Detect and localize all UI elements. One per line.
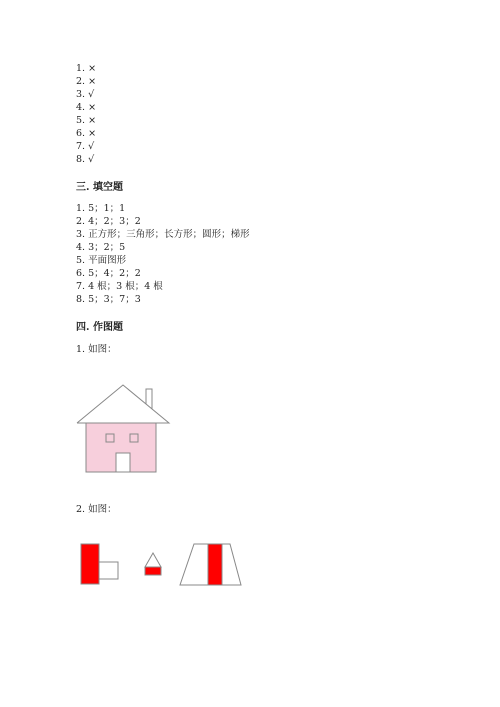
judge-answer-7: 7. √ <box>76 141 95 152</box>
fill-answer-2: 2. 4；2；3；2 <box>76 216 141 227</box>
judge-answer-2: 2. × <box>76 76 97 87</box>
triangle-top <box>145 553 161 567</box>
section-title-fill: 三. 填空题 <box>76 182 123 193</box>
red-triangle-base <box>145 567 161 575</box>
fill-answer-4: 4. 3；2；5 <box>76 242 126 253</box>
judge-answer-8: 8. √ <box>76 154 95 165</box>
section-title-draw: 四. 作图题 <box>76 322 123 333</box>
house-roof <box>77 385 169 423</box>
white-square <box>99 562 118 579</box>
shapes-figure-1 <box>80 543 120 585</box>
house-door <box>116 453 130 472</box>
house-roof-cover <box>147 410 151 412</box>
judge-answer-6: 6. × <box>76 128 97 139</box>
fill-answer-5: 5. 平面图形 <box>76 255 127 266</box>
fill-answer-8: 8. 5；3；7；3 <box>76 294 141 305</box>
fill-answer-1: 1. 5；1；1 <box>76 203 126 214</box>
draw-q2-label: 2. 如图： <box>76 504 117 515</box>
judge-answer-1: 1. × <box>76 63 97 74</box>
draw-q1-label: 1. 如图： <box>76 344 117 355</box>
judge-answer-4: 4. × <box>76 102 97 113</box>
shapes-figure-3 <box>178 543 244 587</box>
fill-answer-6: 6. 5；4；2；2 <box>76 268 141 279</box>
fill-answer-3: 3. 正方形；三角形；长方形；圆形；梯形 <box>76 229 250 240</box>
fill-answer-7: 7. 4 根；3 根；4 根 <box>76 281 163 292</box>
judge-answer-5: 5. × <box>76 115 97 126</box>
house-figure <box>76 383 172 475</box>
shapes-figure-2 <box>142 551 166 579</box>
judge-answer-3: 3. √ <box>76 89 95 100</box>
red-trapezoid-stripe <box>208 544 222 585</box>
red-rectangle <box>81 544 99 584</box>
